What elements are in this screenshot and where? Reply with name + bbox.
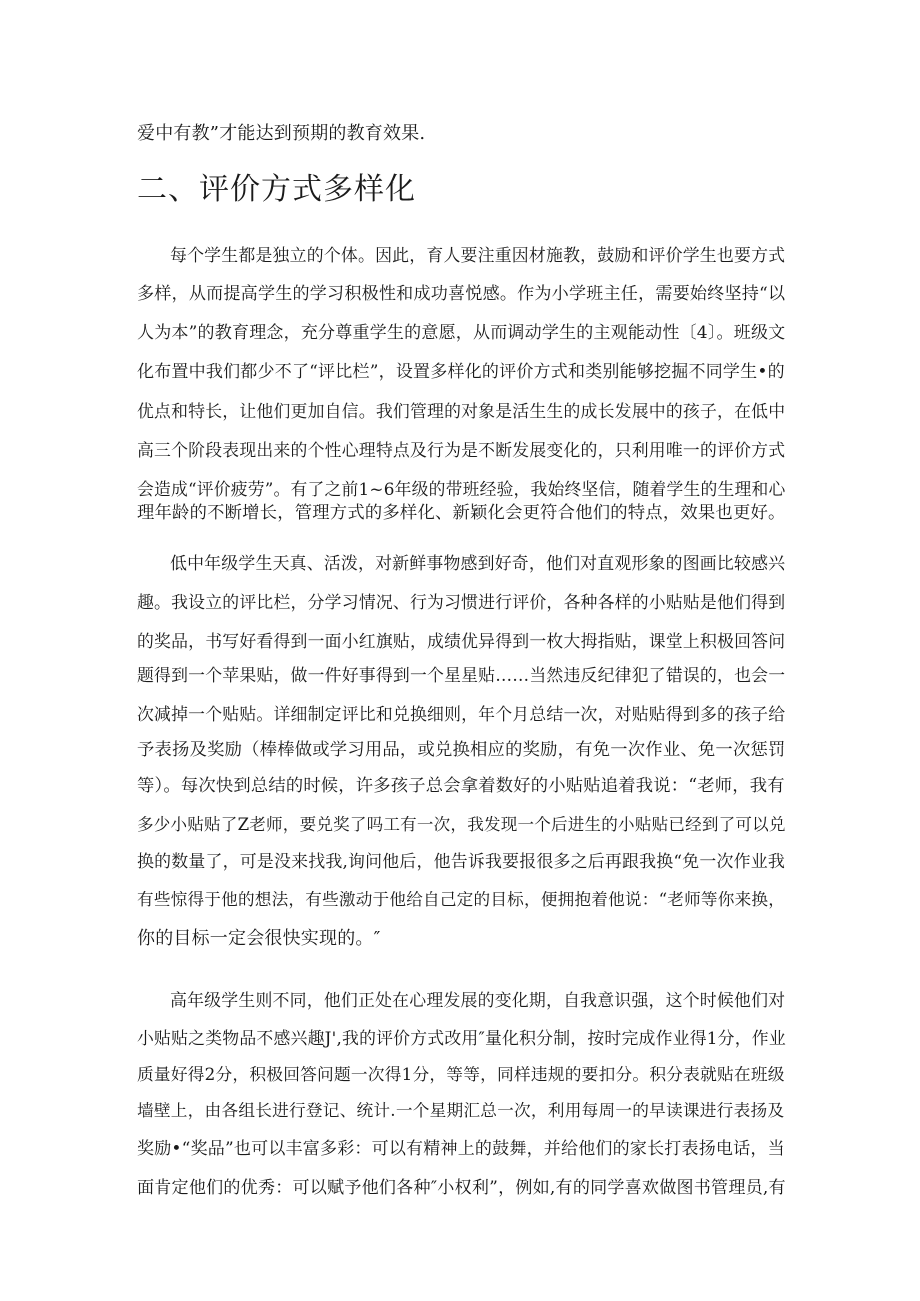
paragraph-line: 会造成“评价疲劳”。有了之前1~6年级的带班经验，我始终坚信，随着学生的生理和心: [137, 479, 786, 499]
paragraph-line: 理年龄的不断增长，管理方式的多样化、新颖化会更符合他们的特点，效果也更好。: [137, 503, 786, 523]
paragraph-line: 多样，从而提高学生的学习积极性和成功喜悦感。作为小学班主任，需要始终坚持“以: [137, 284, 786, 304]
paragraph-line: 小贴贴之类物品不感兴趣J',我的评价方式改用″量化积分制，按时完成作业得1分，作业: [137, 1028, 786, 1048]
paragraph-line: 面肯定他们的优秀：可以赋予他们各种″小权利”，例如,有的同学喜欢做图书管理员,有: [137, 1178, 786, 1198]
paragraph-line: 等）。每次快到总结的时候，许多孩子总会拿着数好的小贴贴追着我说：“老师，我有: [137, 776, 785, 796]
paragraph-line: 换的数量了，可是没来找我,询问他后，他告诉我要报很多之后再跟我换“免一次作业我: [137, 851, 785, 871]
paragraph-line: 趣。我设立的评比栏，分学习情况、行为习惯进行评价，各种各样的小贴贴是他们得到: [137, 592, 786, 612]
paragraph-line: 每个学生都是独立的个体。因此，育人要注重因材施教，鼓励和评价学生也要方式: [170, 245, 786, 265]
paragraph-line: 你的目标一定会很快实现的。″: [137, 928, 381, 949]
paragraph-line: 的奖品，书写好看得到一面小红旗贴，成绩优异得到一枚大拇指贴，课堂上积极回答问: [137, 631, 786, 651]
paragraph-line: 有些惊得于他的想法，有些激动于他给自己定的目标，便拥抱着他说：“老师等你来换，: [137, 890, 786, 909]
paragraph-line: 奖励•“奖品”也可以丰富多彩：可以有精神上的鼓舞，并给他们的家长打表扬电话，当: [137, 1139, 785, 1159]
paragraph-line: 化布置中我们都少不了“评比栏”，设置多样化的评价方式和类别能够挖掘不同学生•的: [137, 362, 785, 382]
paragraph-line: 优点和特长，让他们更加自信。我们管理的对象是活生生的成长发展中的孩子，在低中: [137, 401, 786, 421]
paragraph-line: 墙壁上，由各组长进行登记、统计.一个星期汇总一次，利用每周一的早读课进行表扬及: [137, 1100, 785, 1120]
lead-line: 爱中有教”才能达到预期的教育效果.: [137, 123, 426, 144]
section-heading: 二、评价方式多样化: [137, 172, 416, 207]
paragraph-line: 高年级学生则不同，他们正处在心理发展的变化期，自我意识强，这个时候他们对: [170, 990, 786, 1010]
paragraph-line: 质量好得2分，积极回答问题一次得1分，等等，同样违规的要扣分。积分表就贴在班级: [137, 1064, 785, 1084]
paragraph-line: 予表扬及奖励（棒棒做或学习用品，或兑换相应的奖励，有免一次作业、免一次惩罚: [137, 740, 786, 760]
paragraph-line: 高三个阶段表现出来的个性心理特点及行为是不断发展变化的，只利用唯一的评价方式: [137, 440, 786, 460]
paragraph-line: 题得到一个苹果贴，做一件好事得到一个星星贴……当然违反纪律犯了错误的，也会一: [137, 665, 786, 685]
paragraph-line: 人为本”的教育理念，充分尊重学生的意愿，从而调动学生的主观能动性〔4〕。班级文: [137, 323, 786, 343]
paragraph-line: 低中年级学生天真、活泼，对新鲜事物感到好奇，他们对直观形象的图画比较感兴: [170, 553, 786, 573]
paragraph-line: 次减掉一个贴贴。详细制定评比和兑换细则，年个月总结一次，对贴贴得到多的孩子给: [137, 704, 786, 724]
paragraph-line: 多少小贴贴了Z老师，要兑奖了吗工有一次，我发现一个后进生的小贴贴已经到了可以兑: [137, 815, 786, 834]
